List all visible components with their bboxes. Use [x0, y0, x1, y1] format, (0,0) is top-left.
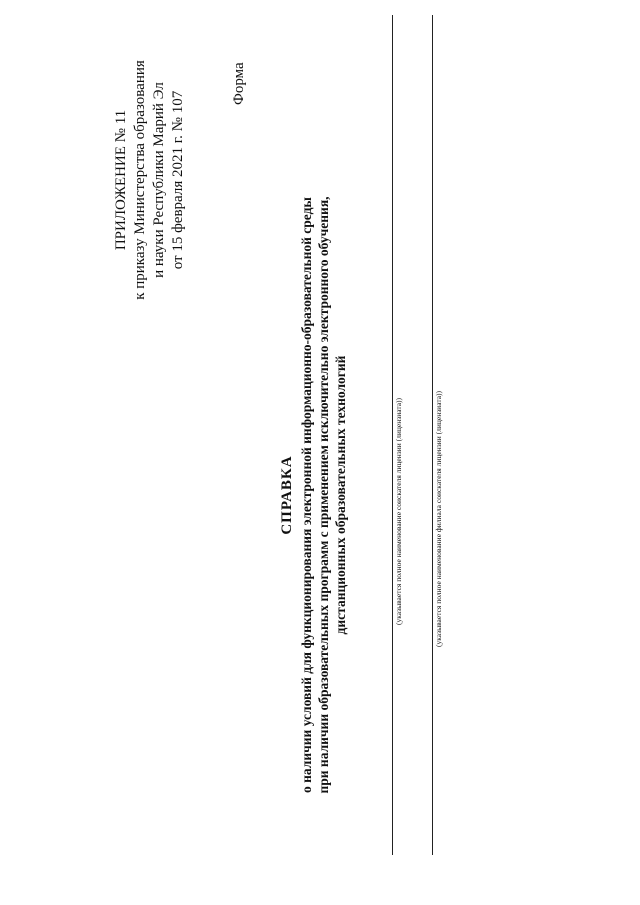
document-title: СПРАВКА — [279, 455, 295, 535]
document-subtitle-line-2: при наличии образовательных программ с применением исключительно электронного обучения, — [316, 196, 331, 794]
document-subtitle-line-1: о наличии условий для функционирования электронной информационно-образовательной среды — [299, 197, 314, 793]
branch-name-line — [432, 15, 433, 855]
document-title-block — [278, 175, 349, 815]
applicant-name-line — [392, 15, 393, 855]
forma-label: Форма — [231, 62, 247, 105]
applicant-name-caption: (указывается полное наименование соискателя лицензии (лицензиата)) — [394, 397, 403, 625]
appendix-date-line: от 15 февраля 2021 г. № 107 — [170, 90, 186, 270]
appendix-order-line: к приказу Министерства образования — [132, 60, 148, 300]
appendix-ministry-line: и науки Республики Марий Эл — [151, 82, 167, 278]
document-subtitle-line-3: дистанционных образовательных технологий — [333, 355, 348, 635]
branch-name-caption: (указывается полное наименование филиала соискателя лицензии (лицензиата)) — [434, 390, 443, 647]
appendix-header — [112, 50, 188, 310]
appendix-number: ПРИЛОЖЕНИЕ № 11 — [113, 109, 129, 251]
